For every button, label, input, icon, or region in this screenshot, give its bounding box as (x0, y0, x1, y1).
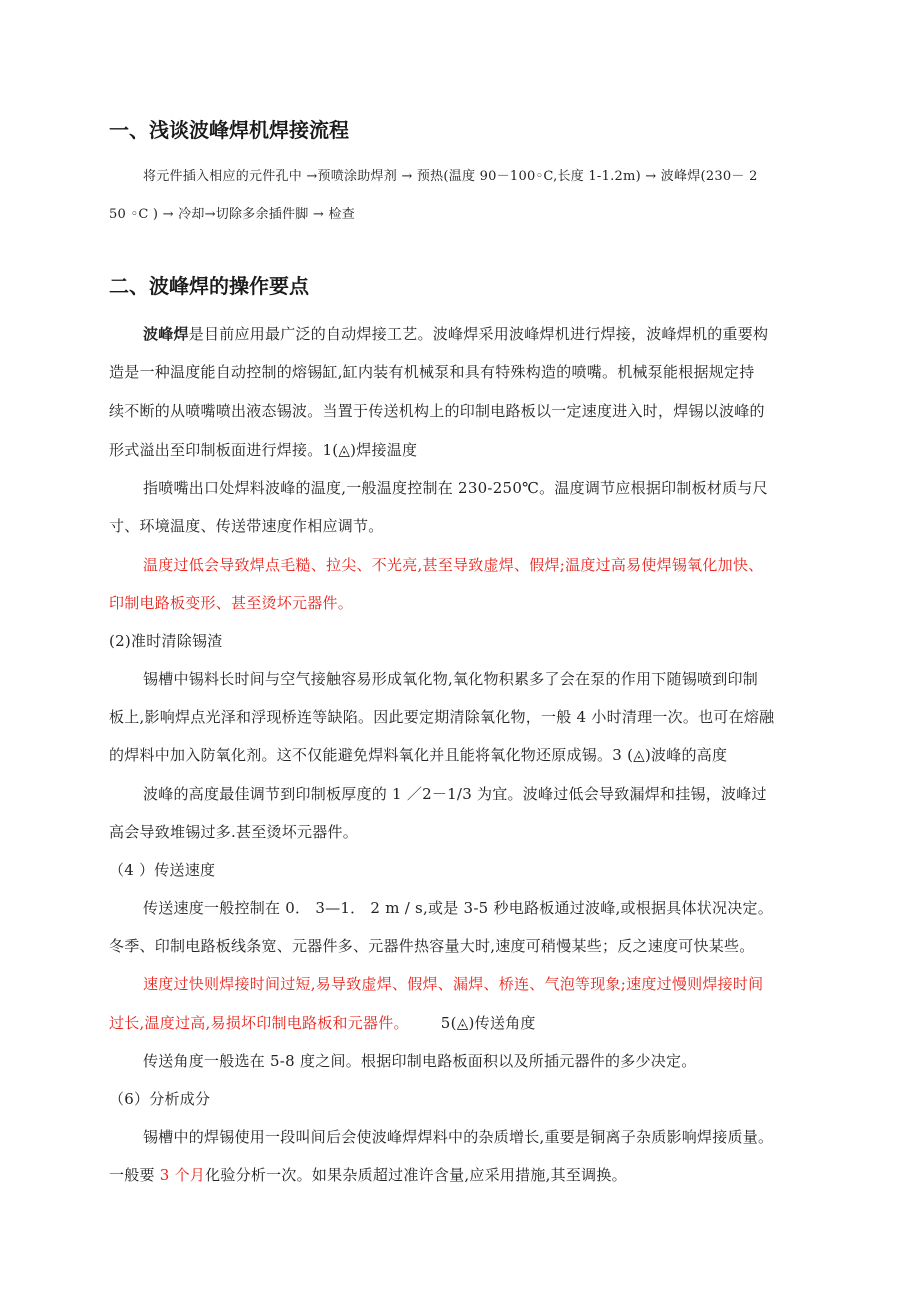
item6-title: （6）分析成分 (109, 1090, 211, 1108)
item2-title: (2)准时清除锡渣 (109, 632, 223, 650)
speed-line-2: 冬季、印制电路板线条宽、元器件多、元器件热容量大时,速度可稍慢某些；反之速度可快某些。 (109, 937, 755, 955)
dross-line-1: 锡槽中锡料长时间与空气接触容易形成氧化物,氧化物积累多了会在泵的作用下随锡喷到印制 (143, 670, 759, 688)
dross-line-2: 板上,影响焊点光泽和浮现桥连等缺陷。因此要定期清除氧化物，一般 4 小时清理一次。也可在熔融 (109, 708, 775, 726)
temp-warning-line-1: 温度过低会导致焊点毛糙、拉尖、不光亮,甚至导致虚焊、假焊;温度过高易使焊锡氧化加快、 (143, 556, 764, 574)
item4-title: （4 ）传送速度 (109, 861, 216, 879)
intro-bold-term: 波峰焊 (143, 325, 189, 343)
analysis-line-2-pre: 一般要 (109, 1166, 160, 1184)
analysis-line-2-post: 化验分析一次。如果杂质超过准许含量,应采用措施,其至调换。 (205, 1166, 627, 1184)
analysis-period: 3 个月 (159, 1166, 206, 1184)
intro-line-1 (143, 324, 768, 344)
speed-line-1: 传送速度一般控制在 0． 3—1． 2 m / s,或是 3-5 秒电路板通过波峰,或根据具体状况决定。 (143, 899, 773, 917)
flow-line-2: 50 ◦C ) → 冷却→切除多余插件脚 → 检查 (109, 207, 355, 222)
height-line-1: 波峰的高度最佳调节到印制板厚度的 1 ／2－1/3 为宜。波峰过低会导致漏焊和挂锡，波峰过 (143, 785, 767, 803)
speed-warning-line-1: 速度过快则焊接时间过短,易导致虚焊、假焊、漏焊、桥连、气泡等现象;速度过慢则焊接时间 (143, 975, 764, 993)
dross-line-3: 的焊料中加入防氧化剂。这不仅能避免焊料氧化并且能将氧化物还原成锡。3 (◬)波峰的高度 (109, 746, 728, 764)
speed-warning-line-2 (109, 1013, 536, 1033)
intro-line-1-rest: 是目前应用最广泛的自动焊接工艺。波峰焊采用波峰焊机进行焊接，波峰焊机的重要构 (188, 325, 769, 343)
flow-line-1: 将元件插入相应的元件孔中 →预喷涂助焊剂 → 预热(温度 90－100◦C,长度 1-1.2m) → 波峰焊(230－ 2 (143, 169, 758, 184)
section1-heading: 一、浅谈波峰焊机焊接流程 (109, 118, 349, 142)
temp-line-2: 寸、环境温度、传送带速度作相应调节。 (109, 517, 384, 535)
item5-title: 5(◬)传送角度 (440, 1014, 536, 1032)
speed-warning-text: 过长,温度过高,易损坏印制电路板和元器件。 (109, 1014, 409, 1032)
angle-line: 传送角度一般选在 5-8 度之间。根据印制电路板面积以及所插元器件的多少决定。 (143, 1052, 697, 1070)
height-line-2: 高会导致堆锡过多.甚至烫坏元器件。 (109, 823, 359, 841)
intro-line-2: 造是一种温度能自动控制的熔锡缸,缸内装有机械泵和具有特殊构造的喷嘴。机械泵能根据规定持 (109, 363, 755, 381)
section2-heading: 二、波峰焊的操作要点 (109, 274, 309, 298)
intro-line-3: 续不断的从喷嘴喷出液态锡波。当置于传送机构上的印制电路板以一定速度进入时，焊锡以波峰的 (109, 402, 765, 420)
intro-line-4: 形式溢出至印制板面进行焊接。1(◬)焊接温度 (109, 441, 418, 459)
temp-line-1: 指喷嘴出口处焊料波峰的温度,一般温度控制在 230-250℃。温度调节应根据印制板材质与尺 (143, 479, 768, 497)
analysis-line-2 (109, 1165, 627, 1185)
temp-warning-line-2: 印制电路板变形、甚至烫坏元器件。 (109, 594, 354, 612)
analysis-line-1: 锡槽中的焊锡使用一段叫间后会使波峰焊焊料中的杂质增长,重要是铜离子杂质影响焊接质量。 (143, 1128, 774, 1146)
